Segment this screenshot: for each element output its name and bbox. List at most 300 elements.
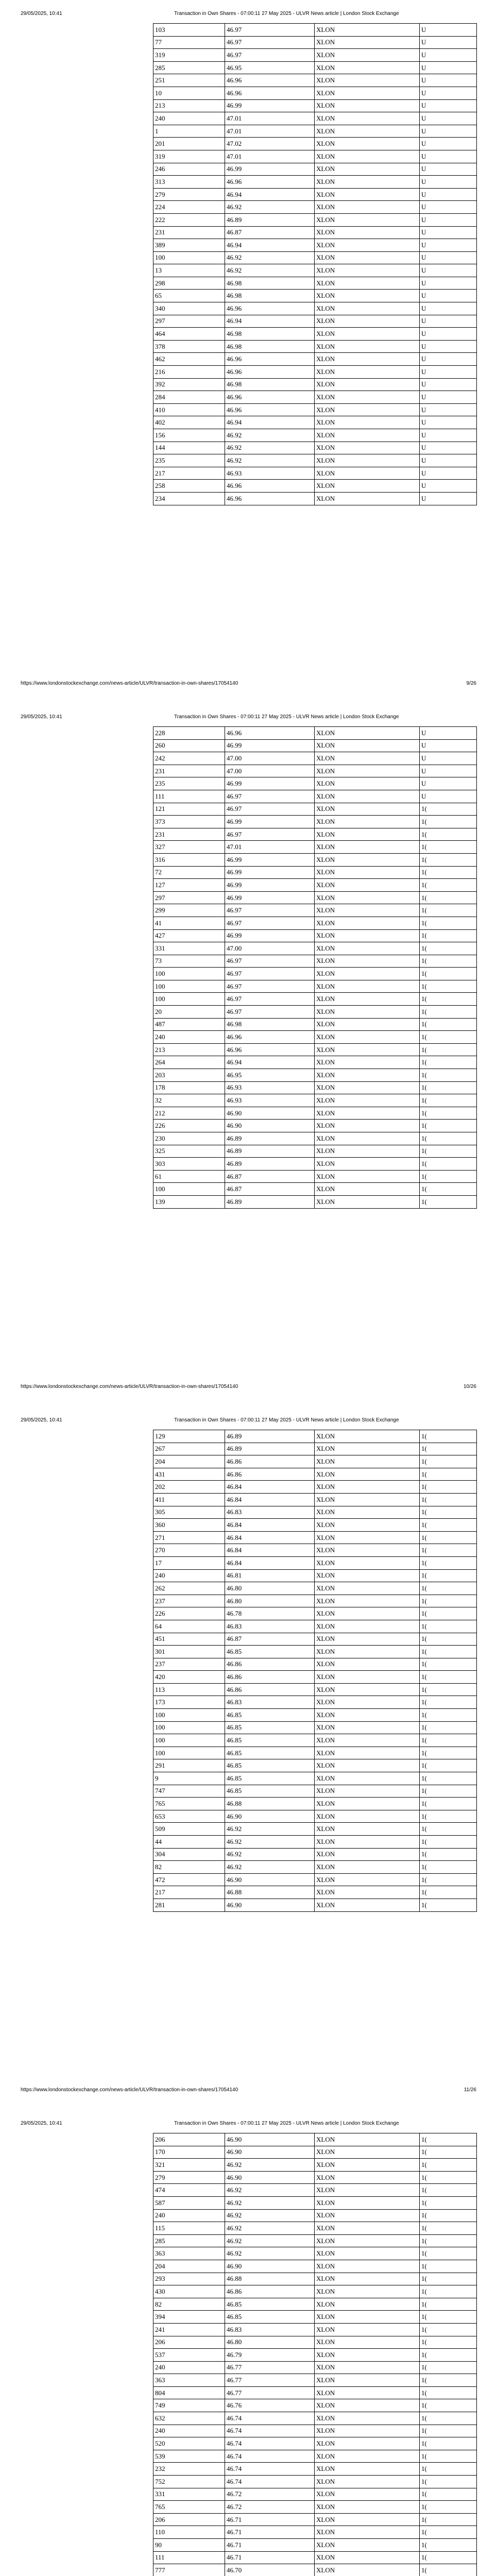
time-cell: U [420,99,477,112]
price-cell: 46.98 [225,277,315,290]
time-cell: U [420,213,477,226]
table-row [153,454,477,467]
price-cell: 46.89 [225,1145,315,1158]
table-row [153,1848,477,1861]
time-cell: 1( [420,929,477,942]
volume-cell: 230 [153,1132,225,1145]
time-cell: U [420,24,477,37]
volume-cell: 765 [153,2501,225,2514]
time-cell: 1( [420,1183,477,1196]
time-cell: 1( [420,2273,477,2285]
venue-cell: XLON [315,879,420,892]
volume-cell: 202 [153,1481,225,1494]
price-cell: 46.89 [225,1443,315,1455]
venue-cell: XLON [315,2564,420,2576]
venue-cell: XLON [315,1056,420,1069]
price-cell: 46.92 [225,454,315,467]
print-date: 29/05/2025, 10:41 [21,1417,62,1423]
volume-cell: 285 [153,2234,225,2247]
volume-cell: 204 [153,2260,225,2273]
table-row [153,2222,477,2235]
time-cell: 1( [420,2425,477,2437]
volume-cell: 240 [153,1569,225,1582]
page-footer [21,1384,476,1391]
table-row [153,1094,477,1107]
venue-cell: XLON [315,929,420,942]
table-row [153,1759,477,1772]
table-row [153,1081,477,1094]
table-row [153,1544,477,1557]
table-row [153,1556,477,1569]
volume-cell: 73 [153,955,225,968]
price-cell: 46.94 [225,188,315,201]
price-cell: 46.77 [225,2361,315,2374]
price-cell: 46.97 [225,803,315,816]
table-row [153,2488,477,2501]
venue-cell: XLON [315,1873,420,1886]
time-cell: U [420,36,477,49]
price-cell: 47.00 [225,942,315,955]
price-cell: 46.96 [225,1031,315,1044]
venue-cell: XLON [315,99,420,112]
venue-cell: XLON [315,429,420,442]
table-row [153,1582,477,1595]
time-cell: 1( [420,2450,477,2463]
time-cell: U [420,752,477,765]
price-cell: 46.92 [225,201,315,214]
time-cell: 1( [420,1018,477,1031]
price-cell: 46.71 [225,2513,315,2526]
venue-cell: XLON [315,841,420,854]
price-cell: 46.99 [225,853,315,866]
venue-cell: XLON [315,251,420,264]
table-row [153,391,477,404]
volume-cell: 231 [153,828,225,841]
time-cell: 1( [420,1493,477,1506]
price-cell: 46.89 [225,213,315,226]
price-cell: 46.84 [225,1493,315,1506]
venue-cell: XLON [315,366,420,379]
price-cell: 46.83 [225,1620,315,1633]
table-row [153,2336,477,2349]
page-footer [21,681,476,688]
volume-cell: 262 [153,1582,225,1595]
venue-cell: XLON [315,1506,420,1519]
venue-cell: XLON [315,201,420,214]
time-cell: 1( [420,1772,477,1785]
volume-cell: 537 [153,2349,225,2362]
volume-cell: 217 [153,1886,225,1899]
price-cell: 46.97 [225,36,315,49]
table-row [153,1607,477,1620]
table-row [153,1785,477,1798]
price-cell: 46.83 [225,1506,315,1519]
venue-cell: XLON [315,777,420,790]
volume-cell: 313 [153,176,225,189]
volume-cell: 402 [153,416,225,429]
venue-cell: XLON [315,866,420,879]
price-cell: 46.74 [225,2437,315,2450]
venue-cell: XLON [315,353,420,366]
price-cell: 46.79 [225,2349,315,2362]
price-cell: 46.92 [225,1861,315,1874]
time-cell: U [420,49,477,62]
volume-cell: 749 [153,2399,225,2412]
time-cell: 1( [420,1531,477,1544]
venue-cell: XLON [315,1493,420,1506]
price-cell: 46.99 [225,163,315,176]
table-row [153,2564,477,2576]
price-cell: 46.97 [225,790,315,803]
venue-cell: XLON [315,492,420,505]
table-row [153,2513,477,2526]
time-cell: 1( [420,1468,477,1481]
time-cell: 1( [420,1810,477,1823]
volume-cell: 462 [153,353,225,366]
volume-cell: 240 [153,2425,225,2437]
volume-cell: 267 [153,1443,225,1455]
venue-cell: XLON [315,74,420,87]
transactions-table [153,2133,477,2576]
price-cell: 47.01 [225,150,315,163]
table-row [153,2386,477,2399]
time-cell: U [420,112,477,125]
venue-cell: XLON [315,125,420,138]
page-title: Transaction in Own Shares - 07:00:11 27 May 2025 - ULVR News article | London Stock Exchange [174,1417,399,1423]
price-cell: 46.92 [225,2247,315,2260]
time-cell: 1( [420,2184,477,2197]
table-row [153,2298,477,2311]
table-row [153,99,477,112]
price-cell: 46.74 [225,2412,315,2425]
volume-cell: 653 [153,1810,225,1823]
price-cell: 46.84 [225,1519,315,1532]
volume-cell: 316 [153,853,225,866]
time-cell: 1( [420,955,477,968]
price-cell: 46.85 [225,1772,315,1785]
time-cell: 1( [420,1633,477,1646]
venue-cell: XLON [315,2146,420,2159]
table-row [153,1481,477,1494]
price-cell: 46.88 [225,2273,315,2285]
table-row [153,739,477,752]
venue-cell: XLON [315,727,420,740]
volume-cell: 297 [153,891,225,904]
volume-cell: 285 [153,61,225,74]
table-row [153,1519,477,1532]
venue-cell: XLON [315,87,420,99]
price-cell: 46.85 [225,1747,315,1759]
time-cell: 1( [420,1556,477,1569]
price-cell: 46.92 [225,2196,315,2209]
time-cell: U [420,480,477,493]
price-cell: 46.92 [225,1848,315,1861]
volume-cell: 363 [153,2374,225,2387]
price-cell: 46.84 [225,1544,315,1557]
venue-cell: XLON [315,226,420,239]
table-row [153,1886,477,1899]
price-cell: 46.92 [225,442,315,454]
table-row [153,1620,477,1633]
venue-cell: XLON [315,36,420,49]
table-row [153,1569,477,1582]
table-row [153,442,477,454]
print-date: 29/05/2025, 10:41 [21,2121,62,2126]
venue-cell: XLON [315,993,420,1006]
volume-cell: 464 [153,328,225,341]
volume-cell: 203 [153,1069,225,1082]
time-cell: 1( [420,853,477,866]
table-row [153,49,477,62]
venue-cell: XLON [315,2260,420,2273]
time-cell: U [420,328,477,341]
table-row [153,467,477,480]
price-cell: 46.92 [225,264,315,277]
volume-cell: 129 [153,1430,225,1443]
volume-cell: 237 [153,1658,225,1671]
venue-cell: XLON [315,2513,420,2526]
table-row [153,1443,477,1455]
volume-cell: 472 [153,1873,225,1886]
table-row [153,340,477,353]
volume-cell: 765 [153,1798,225,1810]
table-row [153,74,477,87]
table-row [153,2247,477,2260]
venue-cell: XLON [315,277,420,290]
table-row [153,290,477,302]
venue-cell: XLON [315,816,420,828]
time-cell: U [420,492,477,505]
volume-cell: 520 [153,2437,225,2450]
volume-cell: 110 [153,2526,225,2539]
time-cell: 1( [420,2133,477,2146]
volume-cell: 363 [153,2247,225,2260]
price-cell: 47.01 [225,112,315,125]
venue-cell: XLON [315,2488,420,2501]
volume-cell: 226 [153,1607,225,1620]
volume-cell: 331 [153,2488,225,2501]
footer-url: https://www.londonstockexchange.com/news-article/ULVR/transaction-in-own-shares/17054140 [21,1384,238,1389]
time-cell: 1( [420,1506,477,1519]
venue-cell: XLON [315,1658,420,1671]
time-cell: U [420,264,477,277]
price-cell: 46.86 [225,1658,315,1671]
table-row [153,1493,477,1506]
price-cell: 46.90 [225,1899,315,1911]
time-cell: 1( [420,1646,477,1658]
time-cell: U [420,61,477,74]
price-cell: 46.87 [225,226,315,239]
time-cell: 1( [420,1607,477,1620]
time-cell: U [420,790,477,803]
table-row [153,1069,477,1082]
volume-cell: 90 [153,2539,225,2552]
time-cell: 1( [420,968,477,980]
volume-cell: 216 [153,366,225,379]
time-cell: U [420,454,477,467]
volume-cell: 327 [153,841,225,854]
time-cell: 1( [420,841,477,854]
time-cell: 1( [420,917,477,929]
time-cell: 1( [420,1785,477,1798]
table-row [153,264,477,277]
volume-cell: 271 [153,1531,225,1544]
venue-cell: XLON [315,2285,420,2298]
volume-cell: 420 [153,1671,225,1684]
table-row [153,112,477,125]
venue-cell: XLON [315,2551,420,2564]
time-cell: U [420,176,477,189]
volume-cell: 206 [153,2336,225,2349]
time-cell: U [420,340,477,353]
volume-cell: 100 [153,968,225,980]
volume-cell: 331 [153,942,225,955]
price-cell: 46.95 [225,61,315,74]
volume-cell: 32 [153,1094,225,1107]
venue-cell: XLON [315,1569,420,1582]
volume-cell: 427 [153,929,225,942]
volume-cell: 281 [153,1899,225,1911]
volume-cell: 804 [153,2386,225,2399]
table-row [153,226,477,239]
time-cell: 1( [420,1620,477,1633]
price-cell: 46.85 [225,1646,315,1658]
time-cell: 1( [420,2311,477,2324]
volume-cell: 44 [153,1836,225,1849]
volume-cell: 284 [153,391,225,404]
time-cell: 1( [420,980,477,993]
volume-cell: 20 [153,1006,225,1019]
price-cell: 46.89 [225,1158,315,1171]
time-cell: 1( [420,1873,477,1886]
venue-cell: XLON [315,942,420,955]
time-cell: U [420,727,477,740]
venue-cell: XLON [315,2386,420,2399]
volume-cell: 231 [153,226,225,239]
pdf-page [0,703,497,1406]
time-cell: 1( [420,2361,477,2374]
time-cell: 1( [420,1671,477,1684]
venue-cell: XLON [315,2159,420,2172]
volume-cell: 178 [153,1081,225,1094]
volume-cell: 539 [153,2450,225,2463]
volume-cell: 213 [153,1043,225,1056]
table-row [153,2311,477,2324]
table-row [153,1823,477,1836]
volume-cell: 270 [153,1544,225,1557]
price-cell: 46.96 [225,1043,315,1056]
price-cell: 46.90 [225,2171,315,2184]
time-cell: 1( [420,2209,477,2222]
price-cell: 46.96 [225,176,315,189]
volume-cell: 587 [153,2196,225,2209]
time-cell: 1( [420,1145,477,1158]
page-number: 11/26 [464,2087,476,2093]
page-title: Transaction in Own Shares - 07:00:11 27 May 2025 - ULVR News article | London Stock Exchange [174,11,399,16]
time-cell: 1( [420,1069,477,1082]
time-cell: 1( [420,1848,477,1861]
volume-cell: 212 [153,1107,225,1120]
venue-cell: XLON [315,2234,420,2247]
price-cell: 46.92 [225,1823,315,1836]
time-cell: 1( [420,1043,477,1056]
table-row [153,1709,477,1722]
time-cell: 1( [420,1759,477,1772]
price-cell: 46.72 [225,2488,315,2501]
pdf-page [0,0,497,703]
time-cell: 1( [420,2564,477,2576]
venue-cell: XLON [315,1595,420,1607]
time-cell: U [420,239,477,252]
time-cell: 1( [420,2349,477,2362]
time-cell: U [420,777,477,790]
table-row [153,1468,477,1481]
table-row [153,1031,477,1044]
volume-cell: 173 [153,1696,225,1709]
table-row [153,1747,477,1759]
time-cell: 1( [420,942,477,955]
table-row [153,879,477,892]
volume-cell: 235 [153,454,225,467]
table-row [153,416,477,429]
time-cell: 1( [420,816,477,828]
price-cell: 46.97 [225,24,315,37]
time-cell: 1( [420,1861,477,1874]
volume-cell: 410 [153,403,225,416]
volume-cell: 17 [153,1556,225,1569]
price-cell: 46.98 [225,1018,315,1031]
time-cell: 1( [420,1107,477,1120]
time-cell: 1( [420,1455,477,1468]
volume-cell: 13 [153,264,225,277]
venue-cell: XLON [315,739,420,752]
time-cell: 1( [420,828,477,841]
table-row [153,866,477,879]
volume-cell: 373 [153,816,225,828]
time-cell: 1( [420,1081,477,1094]
table-row [153,1734,477,1747]
price-cell: 46.71 [225,2551,315,2564]
volume-cell: 299 [153,904,225,917]
volume-cell: 77 [153,36,225,49]
price-cell: 46.93 [225,1094,315,1107]
price-cell: 46.94 [225,239,315,252]
time-cell: 1( [420,1899,477,1911]
volume-cell: 752 [153,2476,225,2488]
table-row [153,1595,477,1607]
print-date: 29/05/2025, 10:41 [21,11,62,16]
page-header [21,1417,476,1425]
table-row [153,251,477,264]
time-cell: 1( [420,1734,477,1747]
volume-cell: 41 [153,917,225,929]
venue-cell: XLON [315,828,420,841]
volume-cell: 228 [153,727,225,740]
price-cell: 46.92 [225,2184,315,2197]
time-cell: 1( [420,1056,477,1069]
table-row [153,429,477,442]
volume-cell: 632 [153,2412,225,2425]
transactions-table [153,726,477,1209]
venue-cell: XLON [315,1556,420,1569]
table-row [153,904,477,917]
time-cell: 1( [420,1430,477,1443]
venue-cell: XLON [315,467,420,480]
time-cell: 1( [420,1170,477,1183]
volume-cell: 240 [153,112,225,125]
volume-cell: 431 [153,1468,225,1481]
price-cell: 46.90 [225,1873,315,1886]
